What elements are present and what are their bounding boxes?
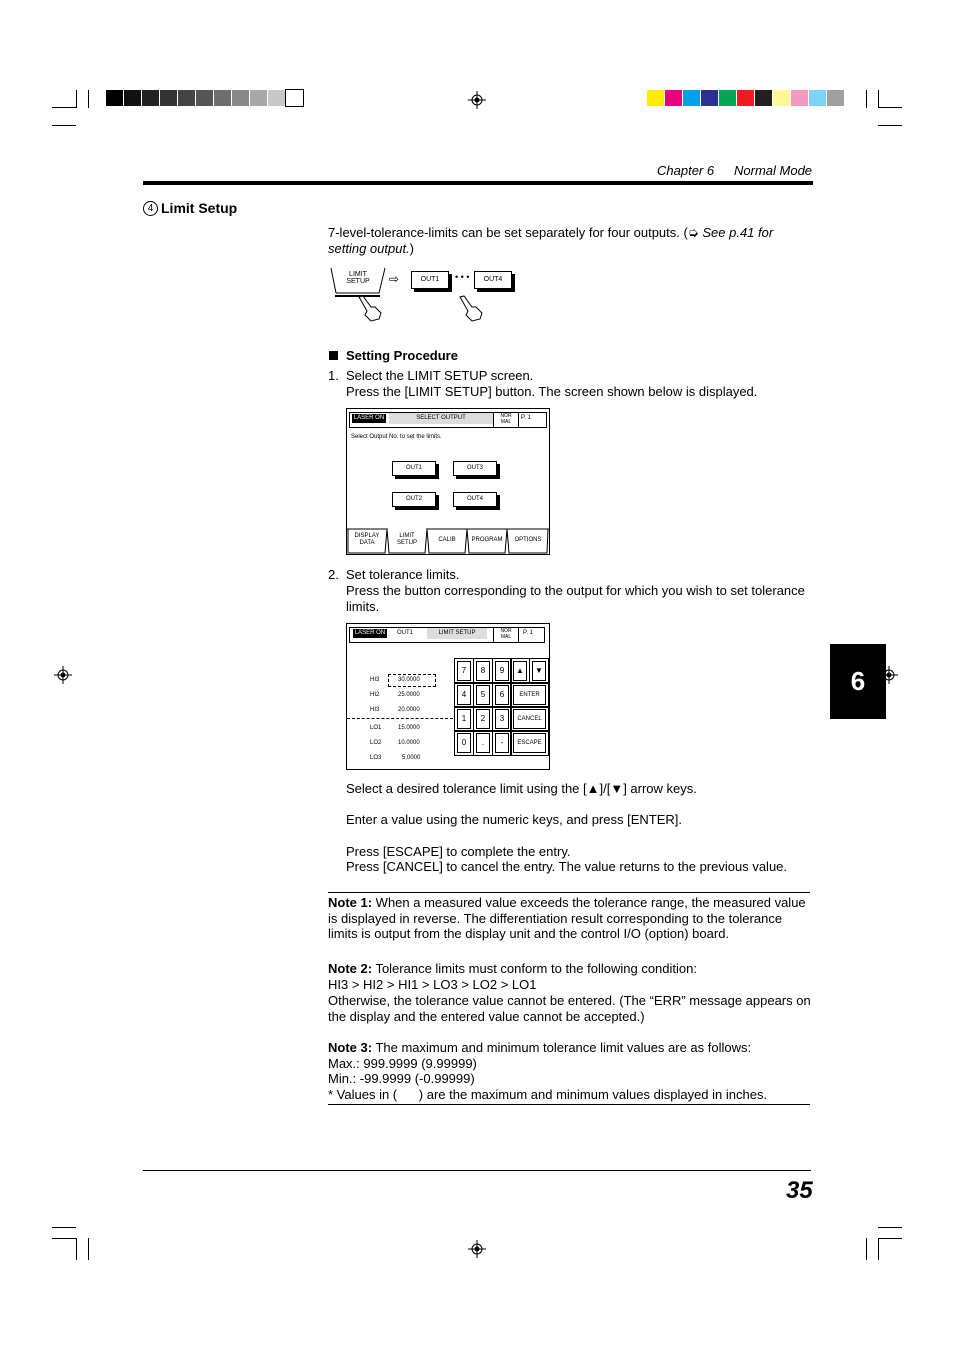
instruction-escape: Press [ESCAPE] to complete the entry. <box>346 844 571 859</box>
color-swatch <box>178 90 195 106</box>
limit-value[interactable]: 25.0000 <box>398 692 420 698</box>
key-2[interactable]: 2 <box>476 709 490 729</box>
note1-text: When a measured value exceeds the tolerance range, the measured value is displayed in reverse. The differentiation result corresponding to the tolerance limits is output from the display unit and the control I/O (option) board. <box>328 895 806 942</box>
tab-options[interactable]: OPTIONS <box>514 537 542 543</box>
cancel-key[interactable]: CANCEL <box>513 709 546 729</box>
footer-rule <box>143 1170 811 1171</box>
note1-label: Note 1: <box>328 895 373 910</box>
limit-value[interactable]: 5.0000 <box>402 755 421 761</box>
key-4[interactable]: 4 <box>457 685 471 705</box>
tab-calib[interactable]: CALIB <box>438 537 456 543</box>
key-6[interactable]: 6 <box>495 685 509 705</box>
color-swatch <box>665 90 682 106</box>
color-swatch <box>232 90 249 106</box>
flow-arrow-icon: ⇨ <box>389 272 400 286</box>
color-swatch <box>214 90 231 106</box>
color-swatch <box>286 90 303 106</box>
registration-mark-icon <box>54 666 72 684</box>
step1-line2: Press the [LIMIT SETUP] button. The screen shown below is displayed. <box>346 384 758 399</box>
instruction-arrows: Select a desired tolerance limit using the [▲]/[▼] arrow keys. <box>346 781 697 796</box>
page-label: P. 1 <box>523 630 533 636</box>
enter-key[interactable]: ENTER <box>513 685 546 705</box>
color-swatch <box>737 90 754 106</box>
page-number: 35 <box>786 1177 813 1204</box>
key-3[interactable]: 3 <box>495 709 509 729</box>
limit-value[interactable]: 10.0000 <box>398 740 420 746</box>
mode-label: NOR MAL <box>500 628 512 640</box>
out1-button[interactable]: OUT1 <box>392 461 436 476</box>
out3-button[interactable]: OUT3 <box>453 461 497 476</box>
color-swatch <box>268 90 285 106</box>
registration-mark-icon <box>468 1240 486 1258</box>
color-swatch <box>773 90 790 106</box>
section-number-circle: 4 <box>143 201 158 216</box>
flow-limit-setup-label: LIMIT SETUP <box>346 271 370 285</box>
step2-line2: Press the button corresponding to the output for which you wish to set tolerance limits. <box>346 583 805 614</box>
tab-display-data[interactable]: DISPLAY DATA <box>354 533 380 546</box>
out2-button[interactable]: OUT2 <box>392 492 436 507</box>
key-decimal[interactable]: . <box>476 733 490 753</box>
mode-label: NOR MAL <box>500 413 512 425</box>
note3-label: Note 3: <box>328 1040 373 1055</box>
page-label: P. 1 <box>521 415 531 421</box>
up-arrow-key[interactable] <box>513 661 527 681</box>
instruction-enter: Enter a value using the numeric keys, and press [ENTER]. <box>346 812 682 827</box>
note2 <box>328 961 812 977</box>
intro-reference: See p.41 for setting output. <box>328 225 774 256</box>
intro-close: ) <box>409 240 415 256</box>
notes-top-rule <box>328 892 810 893</box>
down-triangle-icon: ▼ <box>535 666 543 675</box>
color-swatch <box>701 90 718 106</box>
color-swatch <box>160 90 177 106</box>
section-label: Normal Mode <box>734 163 813 178</box>
key-minus[interactable]: - <box>495 733 509 753</box>
section-title: Limit Setup <box>161 200 238 216</box>
note3-max: Max.: 999.9999 (9.99999) <box>328 1056 477 1071</box>
color-swatch <box>791 90 808 106</box>
step1-line1: Select the LIMIT SETUP screen. <box>346 368 534 383</box>
pointing-hand-icon <box>456 295 486 323</box>
key-9[interactable]: 9 <box>495 661 509 681</box>
limit-label: HI2 <box>370 692 380 698</box>
note3 <box>328 1040 812 1056</box>
hi-lo-divider <box>347 718 453 719</box>
limit-value[interactable]: 20.0000 <box>398 707 420 713</box>
note3-min: Min.: -99.9999 (-0.99999) <box>328 1071 475 1086</box>
laser-on-indicator: LASER ON <box>353 415 385 421</box>
escape-key[interactable]: ESCAPE <box>513 733 546 753</box>
screen-title: LIMIT SETUP <box>427 628 487 639</box>
note2-after: Otherwise, the tolerance value cannot be entered. (The “ERR” message appears on the display and the entered value cannot be accepted.) <box>328 993 811 1024</box>
limit-label: HI3 <box>370 707 380 713</box>
step2-number: 2. <box>328 567 339 582</box>
registration-mark-icon <box>468 91 486 109</box>
chapter-label: Chapter 6 <box>657 163 715 178</box>
intro-paragraph <box>328 225 798 256</box>
instruction-cancel: Press [CANCEL] to cancel the entry. The value returns to the previous value. <box>346 859 788 874</box>
output-label: OUT1 <box>397 630 414 636</box>
limit-label: LO3 <box>370 755 382 761</box>
procedure-title: Setting Procedure <box>346 348 458 363</box>
color-swatch <box>142 90 159 106</box>
bullet-square-icon <box>329 351 338 360</box>
step2-line1: Set tolerance limits. <box>346 567 460 582</box>
color-swatch <box>719 90 736 106</box>
key-5[interactable]: 5 <box>476 685 490 705</box>
out4-button[interactable]: OUT4 <box>453 492 497 507</box>
note2-label: Note 2: <box>328 961 373 976</box>
laser-on-indicator: LASER ON <box>354 630 386 636</box>
color-swatch <box>827 90 844 106</box>
flow-out4-button: OUT4 <box>474 271 512 289</box>
note3-text: The maximum and minimum tolerance limit values are as follows: <box>372 1040 752 1055</box>
reference-arrow-icon: ➭ <box>687 225 703 240</box>
color-swatch <box>683 90 700 106</box>
limit-setup-screen <box>346 623 550 770</box>
up-triangle-icon: ▲ <box>516 666 524 675</box>
key-0[interactable]: 0 <box>457 733 471 753</box>
key-8[interactable]: 8 <box>476 661 490 681</box>
intro-text: 7-level-tolerance-limits can be set separately for four outputs. ( <box>328 225 688 240</box>
color-swatch <box>124 90 141 106</box>
color-swatch <box>250 90 267 106</box>
pointing-hand-icon <box>355 295 385 323</box>
key-7[interactable]: 7 <box>457 661 471 681</box>
step1-number: 1. <box>328 368 339 383</box>
limit-label: LO1 <box>370 725 382 731</box>
limit-label: HI3 <box>370 677 380 683</box>
color-swatch <box>809 90 826 106</box>
screen-title: SELECT OUTPUT <box>389 413 493 424</box>
color-swatch <box>755 90 772 106</box>
note1 <box>328 895 812 942</box>
chapter-tab: 6 <box>830 644 886 719</box>
key-1[interactable]: 1 <box>457 709 471 729</box>
color-swatch <box>106 90 123 106</box>
limit-value[interactable]: 15.0000 <box>398 725 420 731</box>
flow-ellipsis: • • • <box>455 272 470 282</box>
notes-bottom-rule <box>328 1104 810 1105</box>
flow-out1-button: OUT1 <box>411 271 449 289</box>
select-output-message: Select Output No. to set the limits. <box>351 434 442 440</box>
color-swatch <box>647 90 664 106</box>
select-output-screen <box>346 408 550 555</box>
note2-condition: HI3 > HI2 > HI1 > LO3 > LO2 > LO1 <box>328 977 537 992</box>
limit-label: LO2 <box>370 740 382 746</box>
color-swatch <box>196 90 213 106</box>
note2-text: Tolerance limits must conform to the following condition: <box>372 961 697 976</box>
note3-footnote: * Values in ( ) are the maximum and minimum values displayed in inches. <box>328 1087 768 1102</box>
down-arrow-key[interactable] <box>532 661 546 681</box>
tab-limit-setup[interactable]: LIMIT SETUP <box>396 533 417 546</box>
limit-value[interactable]: 30.0000 <box>398 677 420 683</box>
header-rule <box>143 181 813 185</box>
tab-program[interactable]: PROGRAM <box>471 537 503 543</box>
